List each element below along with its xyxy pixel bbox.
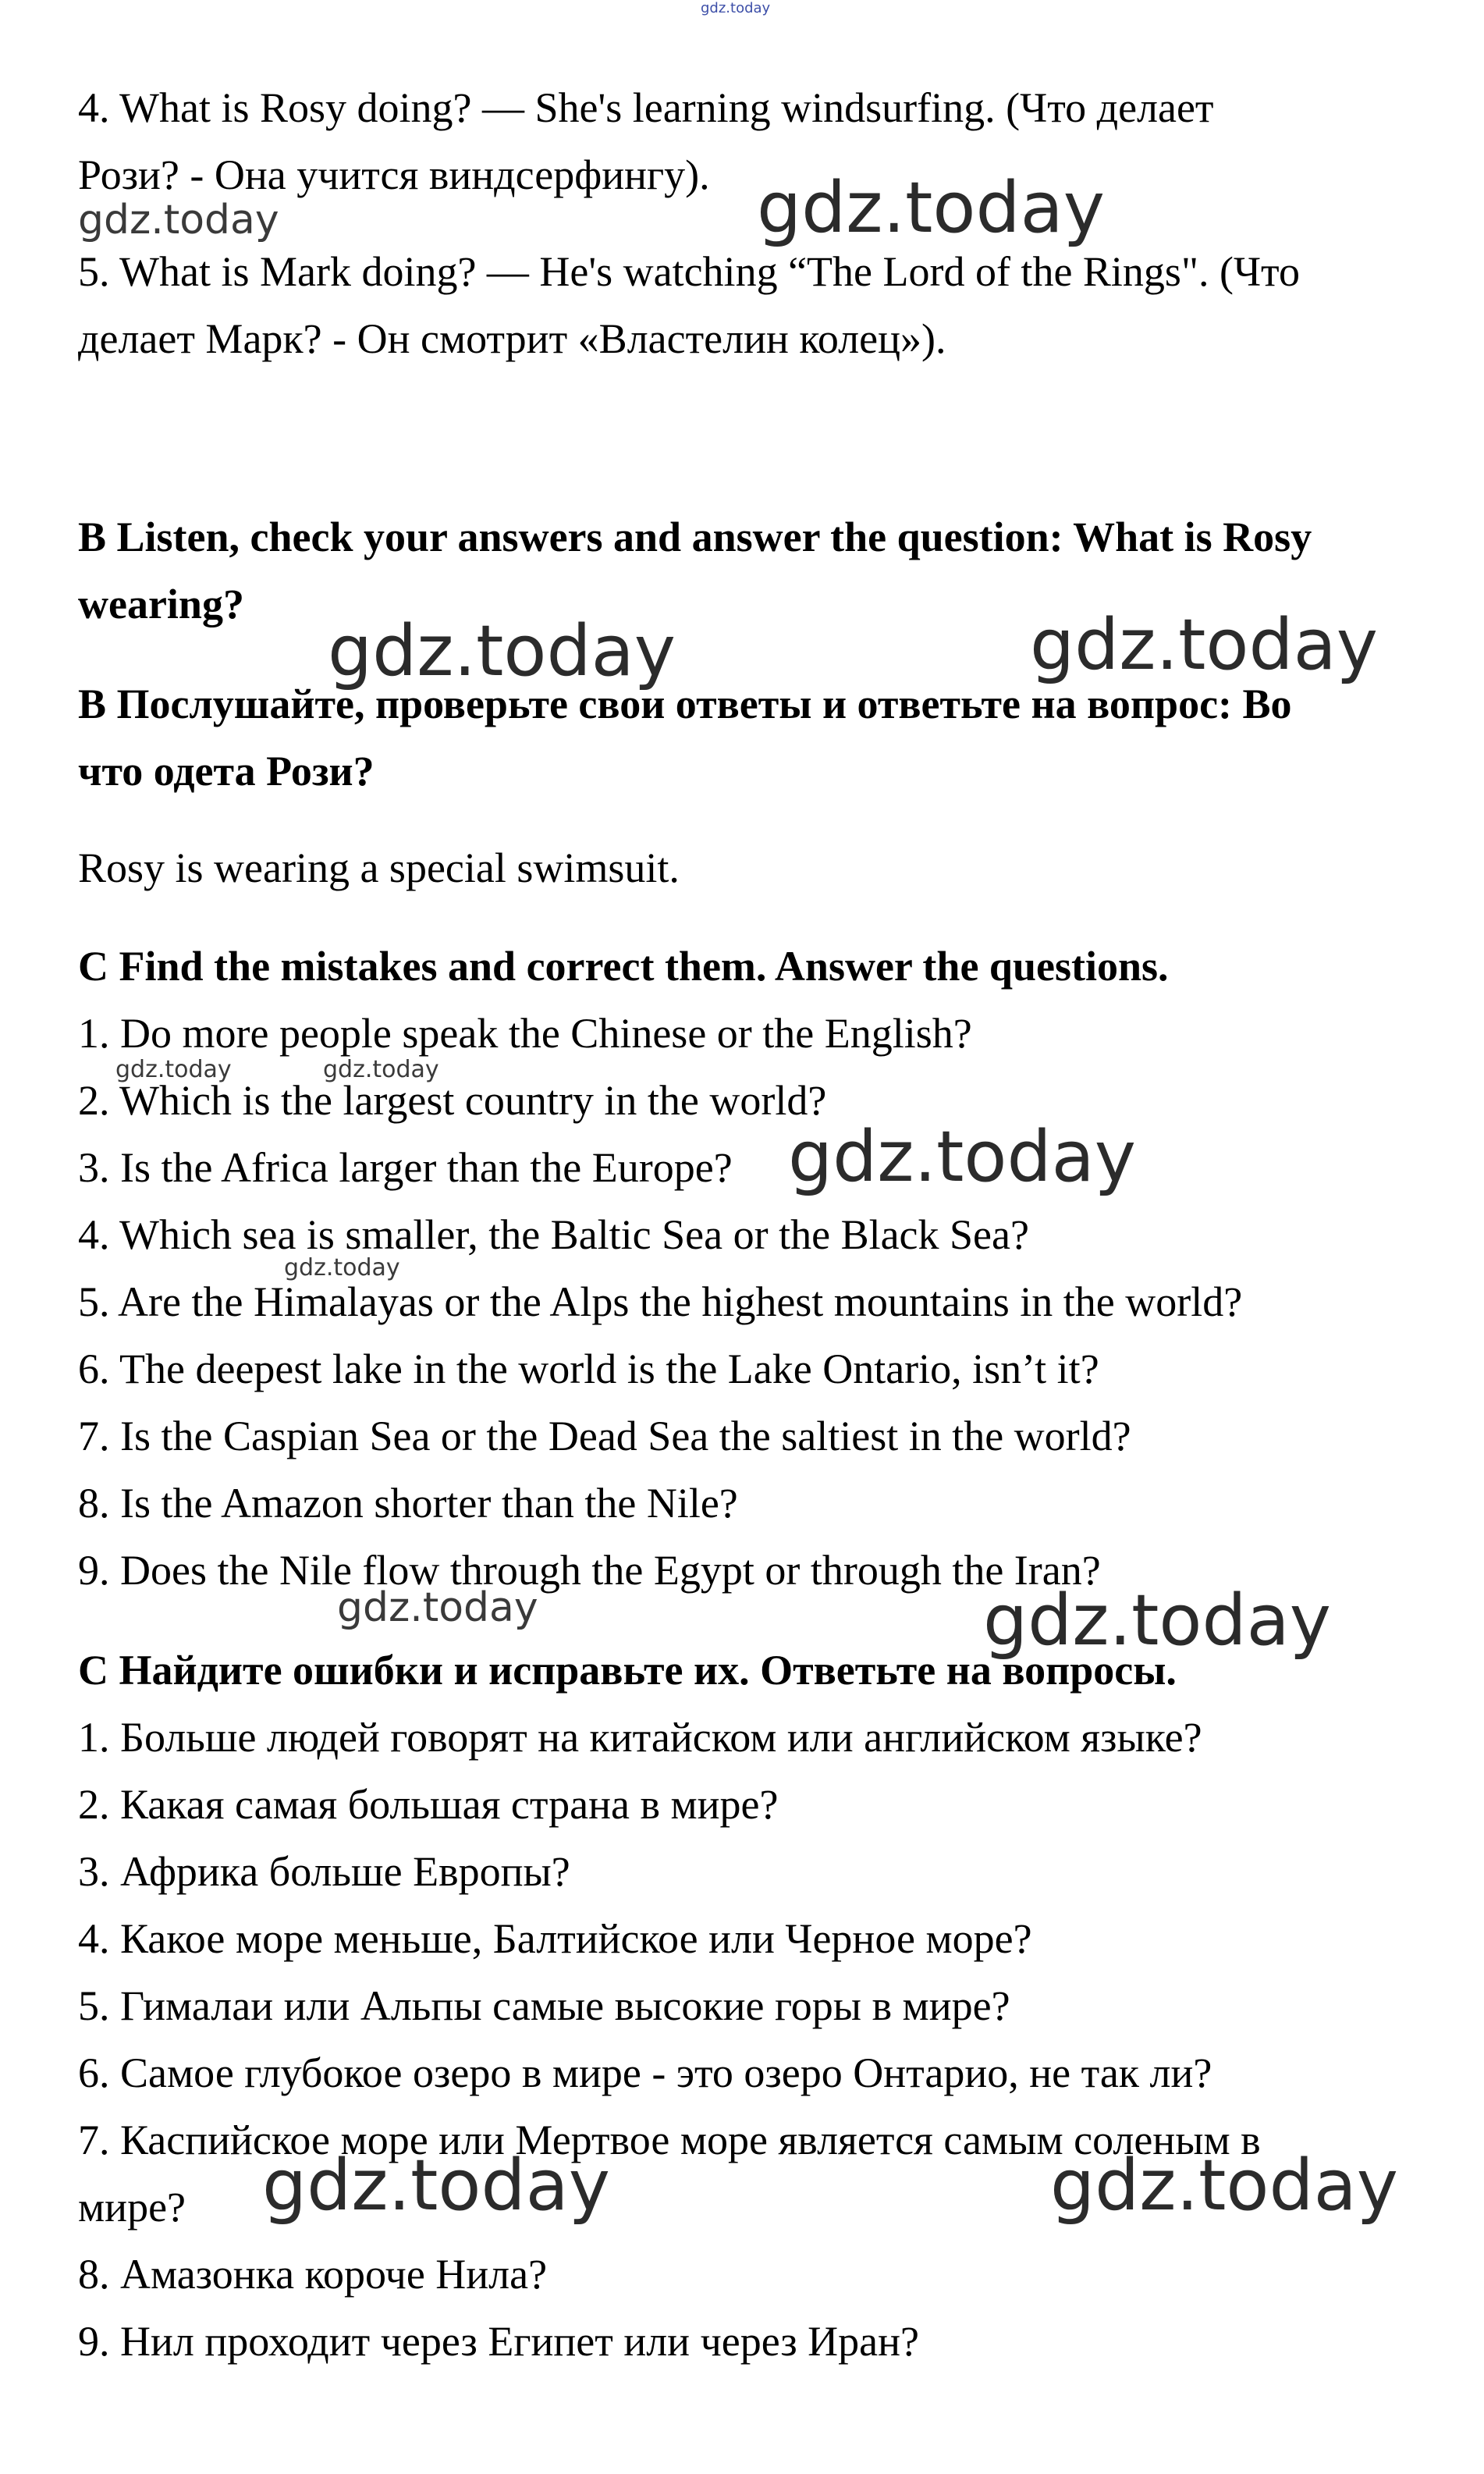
question-en-1: 1. Do more people speak the Chinese or the English?	[78, 1010, 972, 1057]
question-en-2: 2. Which is the largest country in the world?	[78, 1077, 827, 1124]
watermark: gdz.today	[1050, 2145, 1399, 2227]
section-b-title-ru-line-1: В Послушайте, проверьте свои ответы и ответьте на вопрос: Во	[78, 681, 1292, 727]
section-c-title-ru: С Найдите ошибки и исправьте их. Ответьте на вопросы.	[78, 1647, 1177, 1694]
question-ru-9: 9. Нил проходит через Египет или через Иран?	[78, 2318, 919, 2365]
section-b-title-en-line-1: B Listen, check your answers and answer the question: What is Rosy	[78, 514, 1312, 560]
question-ru-7: 7. Каспийское море или Мертвое море является самым соленым в	[78, 2117, 1261, 2163]
question-en-6: 6. The deepest lake in the world is the Lake Ontario, isn’t it?	[78, 1345, 1099, 1392]
watermark: gdz.today	[328, 610, 676, 692]
question-en-5: 5. Are the Himalayas or the Alps the highest mountains in the world?	[78, 1278, 1243, 1325]
watermark: gdz.today	[284, 1254, 400, 1281]
watermark: gdz.today	[1030, 604, 1379, 686]
question-ru-2: 2. Какая самая большая страна в мире?	[78, 1781, 779, 1828]
answer-line-4-en: 4. What is Rosy doing? — She's learning windsurfing. (Что делает	[78, 84, 1214, 131]
answer-line-5-ru: делает Марк? - Он смотрит «Властелин колец»).	[78, 315, 946, 362]
question-ru-3: 3. Африка больше Европы?	[78, 1848, 570, 1895]
question-ru-5: 5. Гималаи или Альпы самые высокие горы в мире?	[78, 1982, 1010, 2029]
question-en-4: 4. Which sea is smaller, the Baltic Sea or the Black Sea?	[78, 1211, 1029, 1258]
header-site-mark: gdz.today	[701, 0, 771, 16]
question-ru-7-cont: мире?	[78, 2184, 186, 2231]
question-en-3: 3. Is the Africa larger than the Europe?	[78, 1144, 733, 1191]
question-en-9: 9. Does the Nile flow through the Egypt or through the Iran?	[78, 1547, 1101, 1594]
section-b-title-en-line-2: wearing?	[78, 581, 244, 627]
watermark: gdz.today	[262, 2145, 611, 2227]
watermark: gdz.today	[115, 1056, 232, 1083]
watermark: gdz.today	[78, 197, 279, 243]
section-b-title-ru-line-2: что одета Рози?	[78, 748, 375, 794]
question-ru-8: 8. Амазонка короче Нила?	[78, 2251, 548, 2298]
answer-line-5-en: 5. What is Mark doing? — He's watching “The Lord of the Rings". (Что	[78, 248, 1300, 295]
question-ru-1: 1. Больше людей говорят на китайском или английском языке?	[78, 1714, 1202, 1761]
question-en-8: 8. Is the Amazon shorter than the Nile?	[78, 1480, 738, 1527]
watermark: gdz.today	[757, 167, 1106, 249]
watermark: gdz.today	[323, 1056, 439, 1083]
section-b-answer: Rosy is wearing a special swimsuit.	[78, 844, 680, 891]
watermark: gdz.today	[337, 1584, 538, 1631]
question-ru-4: 4. Какое море меньше, Балтийское или Черное море?	[78, 1915, 1032, 1962]
question-ru-6: 6. Самое глубокое озеро в мире - это озеро Онтарио, не так ли?	[78, 2049, 1212, 2096]
question-en-7: 7. Is the Caspian Sea or the Dead Sea the saltiest in the world?	[78, 1413, 1131, 1459]
section-c-title-en: C Find the mistakes and correct them. Answer the questions.	[78, 943, 1169, 990]
watermark: gdz.today	[788, 1116, 1137, 1198]
answer-line-4-ru: Рози? - Она учится виндсерфингу).	[78, 151, 710, 198]
watermark: gdz.today	[983, 1580, 1332, 1662]
